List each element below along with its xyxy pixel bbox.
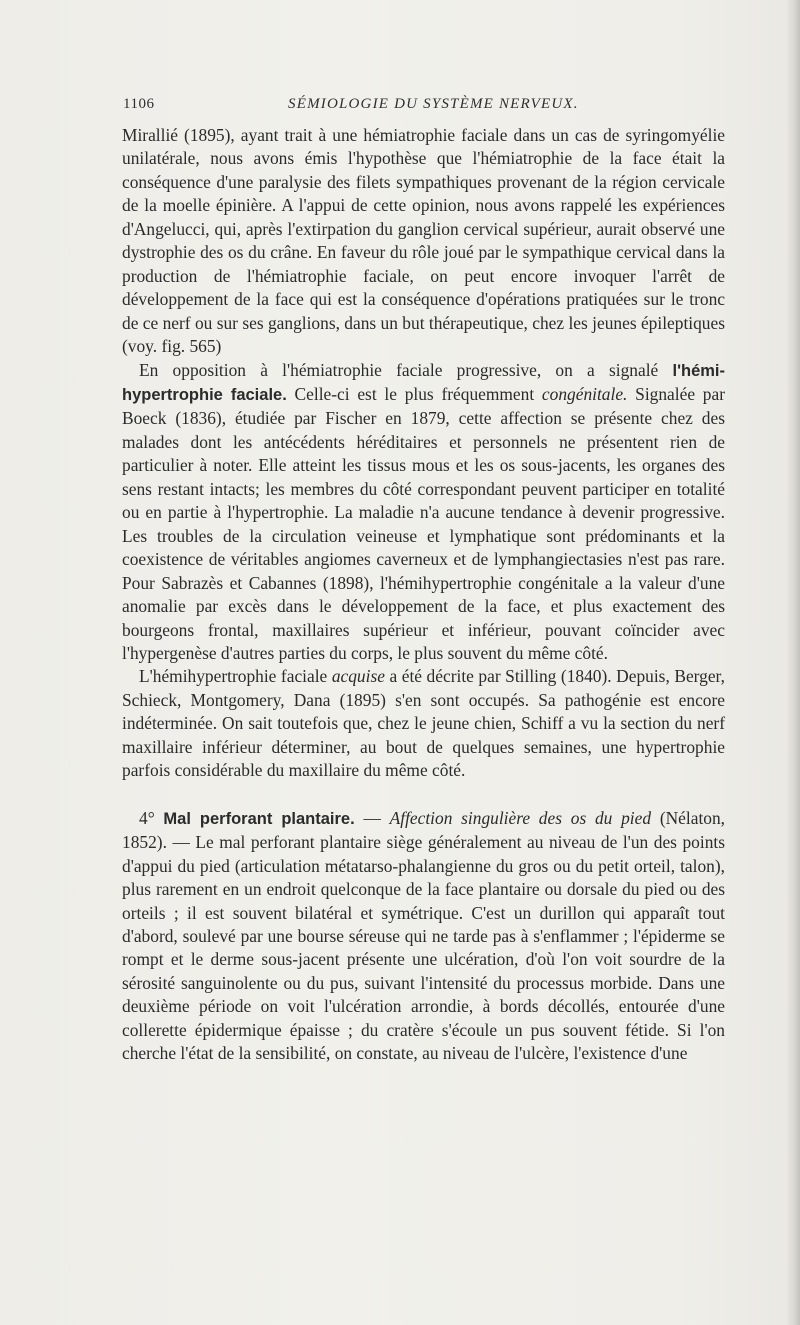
page-edge-shadow bbox=[786, 0, 800, 1325]
body-text bbox=[122, 124, 725, 1066]
emphasis-affection-singuliere: Affection singulière des os du pied bbox=[389, 807, 652, 828]
text-run: L'hémihypertrophie faciale bbox=[139, 666, 332, 687]
text-run: En opposition à l'hémiatrophie faciale progressive, on a signalé bbox=[139, 359, 673, 380]
text-run: Mirallié (1895), ayant trait à une hémiatrophie faciale dans un cas de syringomyélie unilatérale, nous avons émis l'hypothèse que l'hémiatrophie de la face était la conséquence d'une paralysie des filets sympathiques provenant de la région cervicale de la moelle épinière. A l'appui de cette opinion, nous avons rappelé les expériences d'Angelucci, qui, après l'extirpation du ganglion cervical supérieur, aurait observé une dystrophie des os du crâne. En faveur du rôle joué par le sympathique cervical dans la production de l'hémiatrophie faciale, on peut encore invoquer l'arrêt de développement de la face qui est la conséquence d'opérations pratiquées sur le tronc de ce nerf ou sur ses ganglions, dans un but thérapeutique, chez les jeunes épileptiques (voy. fig. 565) bbox=[122, 125, 725, 357]
emphasis-congenitale: congénitale. bbox=[541, 383, 628, 404]
text-run: — bbox=[354, 807, 390, 828]
page-header bbox=[123, 96, 723, 116]
paragraph-mal-perforant bbox=[122, 807, 725, 1066]
running-head: SÉMIOLOGIE DU SYSTÈME NERVEUX. bbox=[288, 96, 579, 112]
section-number: 4° bbox=[139, 807, 164, 828]
paragraph-hemihypertrophy-acquired bbox=[122, 665, 725, 782]
page-number: 1106 bbox=[123, 96, 155, 112]
section-heading-mal-perforant: Mal perforant plantaire. bbox=[163, 809, 355, 828]
paragraph-hemiatrophy-sympathetic bbox=[122, 124, 725, 359]
paragraph-hemihypertrophy-congenital bbox=[122, 359, 725, 666]
text-run: Signalée par Boeck (1836), étudiée par Fischer en 1879, cette affection se présente chez des malades dont les antécédents héréditaires et personnels ne présentent rien de particulier à noter. Elle atteint les tissus mous et les os sous-jacents, les organes des sens restant intacts; les membres du côté correspondant peuvent participer en totalité ou en partie à l'hypertrophie. La maladie n'a aucune tendance à devenir progressive. Les troubles de la circulation veineuse et lymphatique sont prédominants et la coexistence de véritables angiomes caverneux et de lymphangiectasies n'est pas rare. Pour Sabrazès et Cabannes (1898), l'hémihypertrophie congénitale a la valeur d'une anomalie par excès dans le développement de la face, et plus exactement des bourgeons frontal, maxillaires supérieur et inférieur, pouvant coïncider avec l'hypergenèse d'autres parties du corps, le plus souvent du même côté. bbox=[122, 383, 725, 663]
text-run: Celle-ci est le plus fréquemment bbox=[286, 383, 542, 404]
text-run: a été décrite par Stilling (1840). Depuis, Berger, Schieck, Montgomery, Dana (1895) s'en sont occupés. Sa pathogénie est encore indéterminée. On sait toutefois que, chez le jeune chien, Schiff a vu la section du nerf maxillaire inférieur déterminer, au bout de quelques semaines, une hypertrophie parfois considérable du maxillaire du même côté. bbox=[122, 666, 725, 781]
term-hemihypertrophy: l'hémi-hypertrophie faciale. bbox=[122, 361, 725, 404]
emphasis-acquise: acquise bbox=[331, 666, 385, 687]
text-run: (Nélaton, 1852). — Le mal perforant plantaire siège généralement au niveau de l'un des points d'appui du pied (articulation métatarso-phalangienne du gros ou du petit orteil, talon), plus rarement en un endroit quelconque de la face plantaire ou dorsale du pied ou des orteils ; il est souvent bilatéral et symétrique. C'est un durillon qui apparaît tout d'abord, soulevé par une bourse séreuse qui ne tarde pas à s'enflammer ; l'épiderme se rompt et le derme sous-jacent présente une ulcération, d'où l'on voit sourdre de la sérosité sanguinolente ou du pus, suivant l'intensité du processus morbide. Dans une deuxième période on voit l'ulcération arrondie, à bords décollés, entourée d'une collerette épidermique épaisse ; du cratère s'écoule un pus souvent fétide. Si l'on cherche l'état de la sensibilité, on constate, au niveau de l'ulcère, l'existence d'une bbox=[122, 807, 726, 1064]
